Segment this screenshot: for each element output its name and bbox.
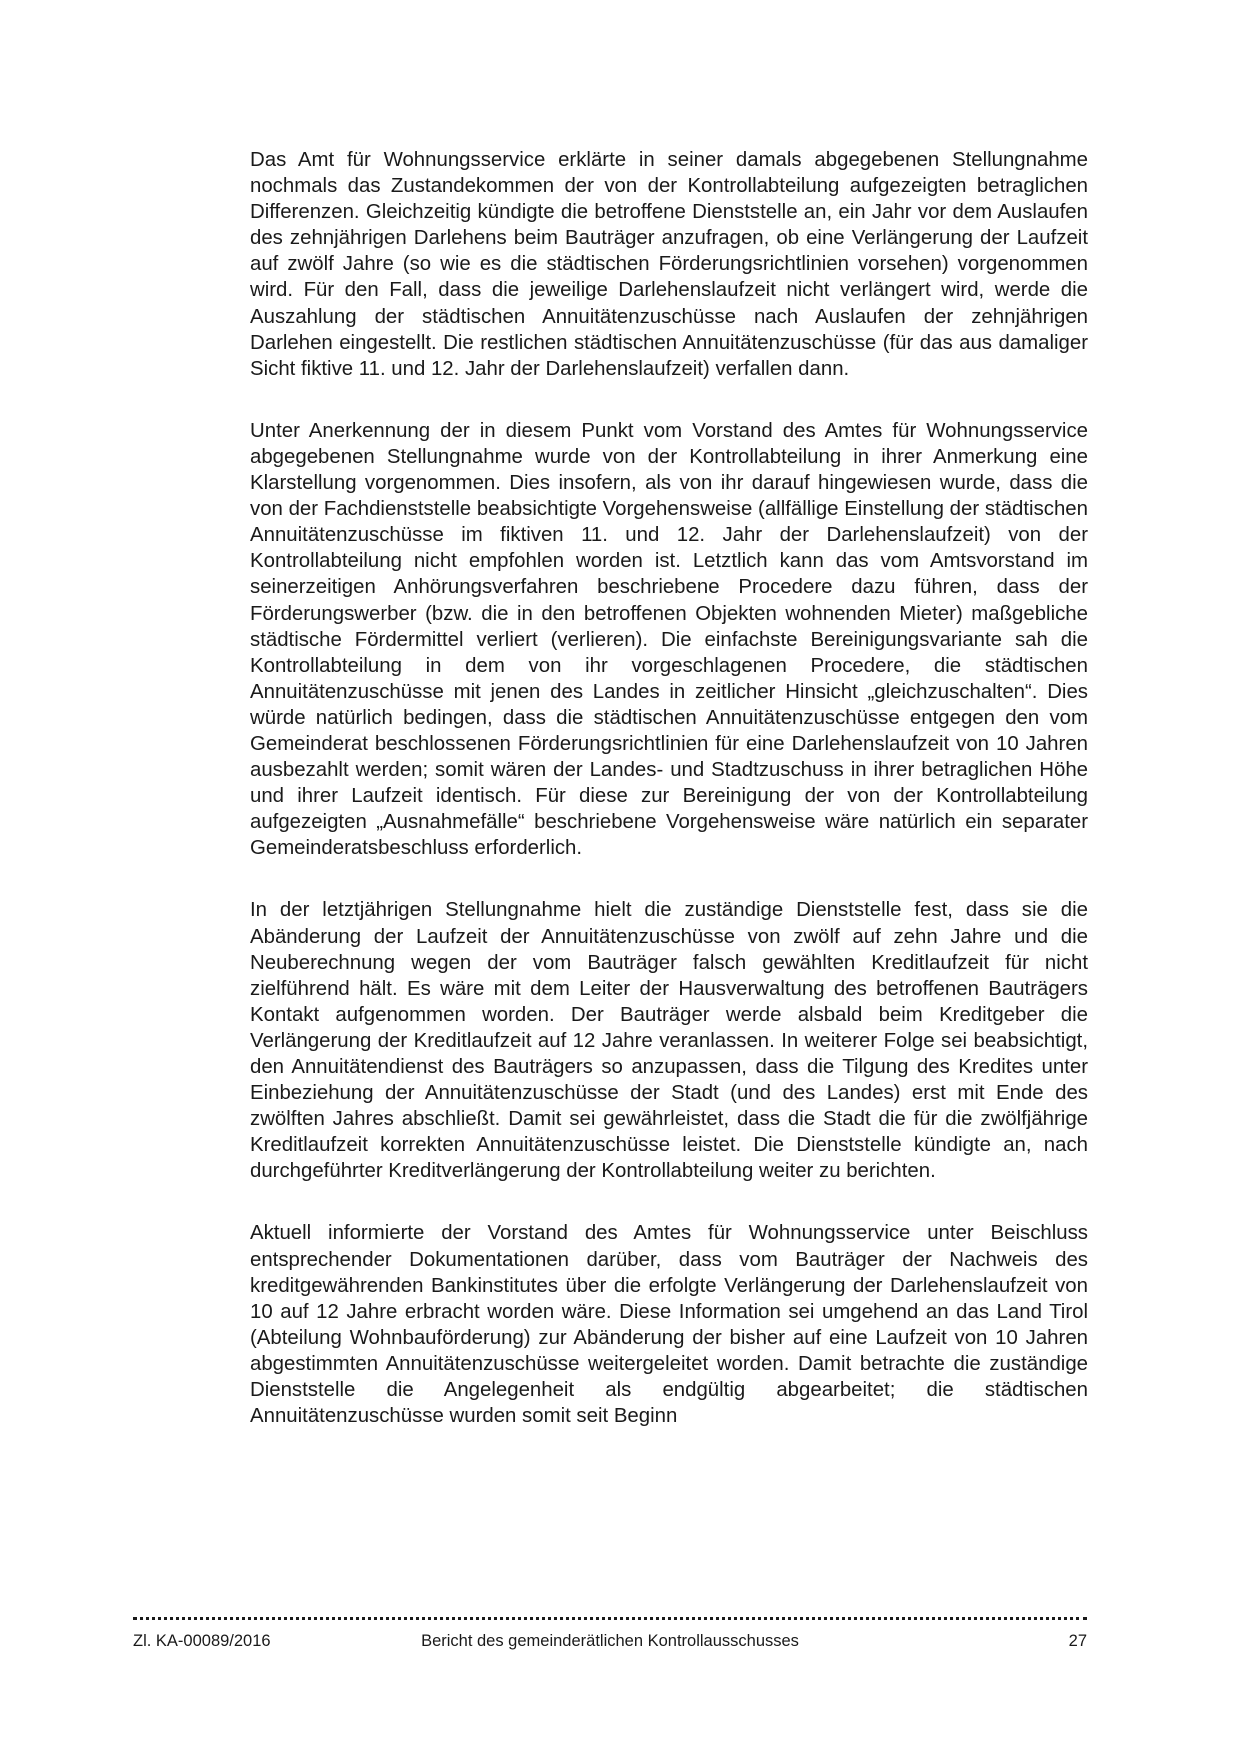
- body-text: [250, 147, 1088, 1465]
- page-number: 27: [1068, 1632, 1087, 1650]
- page-footer: [133, 1630, 1087, 1654]
- paragraph-4: Aktuell informierte der Vorstand des Amtes für Wohnungsservice unter Beischluss entsprechender Dokumentationen darüber, dass vom Bauträger der Nachweis des kreditgewährenden Bankinstitutes über die erfolgte Verlängerung der Darlehenslaufzeit von 10 auf 12 Jahre erbracht worden wäre. Diese Information sei umgehend an das Land Tirol (Abteilung Wohnbauförderung) zur Abänderung der bisher auf eine Laufzeit von 10 Jahren abgestimmten Annuitätenzuschüsse weitergeleitet worden. Damit betrachte die zuständige Dienststelle die Angelegenheit als endgültig abgearbeitet; die städtischen Annuitätenzuschüsse wurden somit seit Beginn: [250, 1222, 1088, 1428]
- footer-divider: [133, 1617, 1087, 1620]
- document-reference: Zl. KA-00089/2016: [133, 1632, 271, 1650]
- paragraph-3: In der letztjährigen Stellungnahme hielt die zuständige Dienststelle fest, dass sie die Abänderung der Laufzeit der Annuitätenzuschüsse von zwölf auf zehn Jahre und die Neuberechnung wegen der vom Bauträger falsch gewählten Kreditlaufzeit für nicht zielführend hält. Es wäre mit dem Leiter der Hausverwaltung des betroffenen Bauträgers Kontakt aufgenommen worden. Der Bauträger werde alsbald beim Kreditgeber die Verlängerung der Kreditlaufzeit auf 12 Jahre veranlassen. In weiterer Folge sei beabsichtigt, den Annuitätendienst des Bauträgers so anzupassen, dass die Tilgung des Kredites unter Einbeziehung der Annuitätenzuschüsse der Stadt (und des Landes) erst mit Ende des zwölften Jahres abschließt. Damit sei gewährleistet, dass die Stadt die für die zwölfjährige Kreditlaufzeit korrekten Annuitätenzuschüsse leistet. Die Dienststelle kündigte an, nach durchgeführter Kreditverlängerung der Kontrollabteilung weiter zu berichten.: [250, 899, 1088, 1183]
- report-title: Bericht des gemeinderätlichen Kontrollausschusses: [421, 1632, 799, 1650]
- paragraph-2: Unter Anerkennung der in diesem Punkt vom Vorstand des Amtes für Wohnungsservice abgegebenen Stellungnahme wurde von der Kontrollabteilung in ihrer Anmerkung eine Klarstellung vorgenommen. Dies insofern, als von ihr darauf hingewiesen wurde, dass die von der Fachdienststelle beabsichtigte Vorgehensweise (allfällige Einstellung der städtischen Annuitätenzuschüsse im fiktiven 11. und 12. Jahr der Darlehenslaufzeit) von der Kontrollabteilung nicht empfohlen worden ist. Letztlich kann das vom Amtsvorstand im seinerzeitigen Anhörungsverfahren beschriebene Procedere dazu führen, dass der Förderungswerber (bzw. die in den betroffenen Objekten wohnenden Mieter) maßgebliche städtische Fördermittel verliert (verlieren). Die einfachste Bereinigungsvariante sah die Kontrollabteilung in dem von ihr vorgeschlagenen Procedere, die städtischen Annuitätenzuschüsse mit jenen des Landes in zeitlicher Hinsicht „gleichzuschalten“. Dies würde natürlich bedingen, dass die städtischen Annuitätenzuschüsse entgegen den vom Gemeinderat beschlossenen Förderungsrichtlinien für eine Darlehenslaufzeit von 10 Jahren ausbezahlt werden; somit wären der Landes- und Stadtzuschuss in ihrer betraglichen Höhe und ihrer Laufzeit identisch. Für diese zur Bereinigung der von der Kontrollabteilung aufgezeigten „Ausnahmefälle“ beschriebene Vorgehensweise wäre natürlich ein separater Gemeinderatsbeschluss erforderlich.: [250, 419, 1088, 860]
- paragraph-1: Das Amt für Wohnungsservice erklärte in seiner damals abgegebenen Stellungnahme nochmals das Zustandekommen der von der Kontrollabteilung aufgezeigten betraglichen Differenzen. Gleichzeitig kündigte die betroffene Dienststelle an, ein Jahr vor dem Auslaufen des zehnjährigen Darlehens beim Bauträger anzufragen, ob eine Verlängerung der Laufzeit auf zwölf Jahre (so wie es die städtischen Förderungsrichtlinien vorsehen) vorgenommen wird. Für den Fall, dass die jeweilige Darlehenslaufzeit nicht verlängert wird, werde die Auszahlung der städtischen Annuitätenzuschüsse nach Auslaufen der zehnjährigen Darlehen eingestellt. Die restlichen städtischen Annuitätenzuschüsse (für das aus damaliger Sicht fiktive 11. und 12. Jahr der Darlehenslaufzeit) verfallen dann.: [250, 149, 1088, 380]
